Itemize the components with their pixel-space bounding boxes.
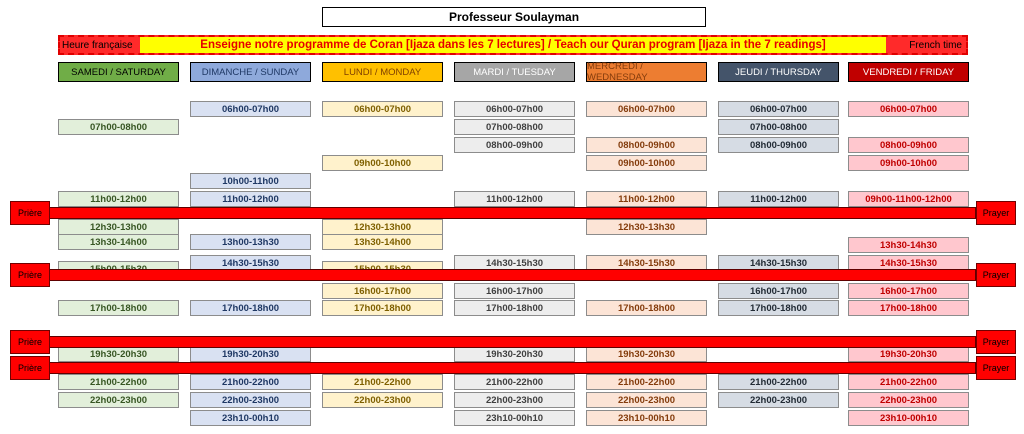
time-slot-tuesday: 14h30-15h30: [454, 255, 575, 271]
time-slot-monday: 22h00-23h00: [322, 392, 443, 408]
time-slot-thursday: 11h00-12h00: [718, 191, 839, 207]
banner-left-label: Heure française: [62, 39, 133, 51]
time-slot-wednesday: 17h00-18h00: [586, 300, 707, 316]
time-slot-tuesday: 19h30-20h30: [454, 346, 575, 362]
page-title: Professeur Soulayman: [322, 7, 706, 27]
time-slot-thursday: 21h00-22h00: [718, 374, 839, 390]
time-slot-monday: 21h00-22h00: [322, 374, 443, 390]
prayer-label-left: Prière: [10, 263, 50, 287]
time-slot-thursday: 08h00-09h00: [718, 137, 839, 153]
banner-text: Enseigne notre programme de Coran [Ijaza dans les 7 lectures] / Teach our Quran program [Ijaza in the 7 readings]: [140, 37, 886, 53]
time-slot-saturday: 07h00-08h00: [58, 119, 179, 135]
time-slot-monday: 13h30-14h00: [322, 234, 443, 250]
day-header-tuesday: MARDI / TUESDAY: [454, 62, 575, 82]
time-slot-thursday: 14h30-15h30: [718, 255, 839, 271]
prayer-label-right: Prayer: [976, 330, 1016, 354]
time-slot-friday: 14h30-15h30: [848, 255, 969, 271]
day-header-monday: LUNDI / MONDAY: [322, 62, 443, 82]
time-slot-saturday: 12h30-13h00: [58, 219, 179, 235]
time-slot-thursday: 06h00-07h00: [718, 101, 839, 117]
prayer-label-left: Prière: [10, 201, 50, 225]
time-slot-friday: 16h00-17h00: [848, 283, 969, 299]
time-slot-tuesday: 11h00-12h00: [454, 191, 575, 207]
day-header-wednesday: MERCREDI / WEDNESDAY: [586, 62, 707, 82]
time-slot-saturday: 22h00-23h00: [58, 392, 179, 408]
time-slot-saturday: 19h30-20h30: [58, 346, 179, 362]
time-slot-sunday: 19h30-20h30: [190, 346, 311, 362]
time-slot-friday: 17h00-18h00: [848, 300, 969, 316]
time-slot-friday: 08h00-09h00: [848, 137, 969, 153]
prayer-label-right: Prayer: [976, 263, 1016, 287]
time-slot-monday: 16h00-17h00: [322, 283, 443, 299]
time-slot-friday: 23h10-00h10: [848, 410, 969, 426]
prayer-label-left: Prière: [10, 356, 50, 380]
time-slot-wednesday: 22h00-23h00: [586, 392, 707, 408]
time-slot-monday: 09h00-10h00: [322, 155, 443, 171]
time-slot-wednesday: 12h30-13h30: [586, 219, 707, 235]
time-slot-wednesday: 06h00-07h00: [586, 101, 707, 117]
time-slot-tuesday: 22h00-23h00: [454, 392, 575, 408]
time-slot-tuesday: 08h00-09h00: [454, 137, 575, 153]
time-slot-sunday: 13h00-13h30: [190, 234, 311, 250]
day-header-sunday: DIMANCHE / SUNDAY: [190, 62, 311, 82]
prayer-label-right: Prayer: [976, 356, 1016, 380]
time-slot-friday: 13h30-14h30: [848, 237, 969, 253]
time-slot-thursday: 22h00-23h00: [718, 392, 839, 408]
time-slot-sunday: 23h10-00h10: [190, 410, 311, 426]
time-slot-sunday: 06h00-07h00: [190, 101, 311, 117]
time-slot-saturday: 21h00-22h00: [58, 374, 179, 390]
time-slot-wednesday: 11h00-12h00: [586, 191, 707, 207]
time-slot-tuesday: 17h00-18h00: [454, 300, 575, 316]
time-slot-sunday: 22h00-23h00: [190, 392, 311, 408]
time-slot-wednesday: 23h10-00h10: [586, 410, 707, 426]
time-slot-tuesday: 07h00-08h00: [454, 119, 575, 135]
prayer-label-right: Prayer: [976, 201, 1016, 225]
time-slot-wednesday: 14h30-15h30: [586, 255, 707, 271]
time-slot-wednesday: 08h00-09h00: [586, 137, 707, 153]
time-slot-friday: 06h00-07h00: [848, 101, 969, 117]
time-slot-sunday: 11h00-12h00: [190, 191, 311, 207]
program-banner: [58, 35, 968, 55]
day-header-saturday: SAMEDI / SATURDAY: [58, 62, 179, 82]
banner-right-label: French time: [909, 39, 962, 51]
time-slot-sunday: 17h00-18h00: [190, 300, 311, 316]
time-slot-friday: 09h00-10h00: [848, 155, 969, 171]
time-slot-sunday: 10h00-11h00: [190, 173, 311, 189]
prayer-bar: [48, 336, 976, 348]
time-slot-thursday: 07h00-08h00: [718, 119, 839, 135]
time-slot-thursday: 17h00-18h00: [718, 300, 839, 316]
time-slot-monday: 12h30-13h00: [322, 219, 443, 235]
prayer-bar: [48, 269, 976, 281]
time-slot-friday: 19h30-20h30: [848, 346, 969, 362]
time-slot-wednesday: 21h00-22h00: [586, 374, 707, 390]
time-slot-monday: 06h00-07h00: [322, 101, 443, 117]
prayer-label-left: Prière: [10, 330, 50, 354]
time-slot-monday: 17h00-18h00: [322, 300, 443, 316]
prayer-bar: [48, 362, 976, 374]
time-slot-tuesday: 06h00-07h00: [454, 101, 575, 117]
time-slot-friday: 22h00-23h00: [848, 392, 969, 408]
time-slot-thursday: 16h00-17h00: [718, 283, 839, 299]
time-slot-saturday: 17h00-18h00: [58, 300, 179, 316]
day-header-friday: VENDREDI / FRIDAY: [848, 62, 969, 82]
day-header-thursday: JEUDI / THURSDAY: [718, 62, 839, 82]
time-slot-tuesday: 16h00-17h00: [454, 283, 575, 299]
time-slot-saturday: 13h30-14h00: [58, 234, 179, 250]
time-slot-wednesday: 19h30-20h30: [586, 346, 707, 362]
time-slot-sunday: 21h00-22h00: [190, 374, 311, 390]
time-slot-sunday: 14h30-15h30: [190, 255, 311, 271]
prayer-bar: [48, 207, 976, 219]
time-slot-tuesday: 23h10-00h10: [454, 410, 575, 426]
time-slot-wednesday: 09h00-10h00: [586, 155, 707, 171]
time-slot-friday: 09h00-11h00-12h00: [848, 191, 969, 207]
time-slot-saturday: 11h00-12h00: [58, 191, 179, 207]
time-slot-friday: 21h00-22h00: [848, 374, 969, 390]
time-slot-tuesday: 21h00-22h00: [454, 374, 575, 390]
